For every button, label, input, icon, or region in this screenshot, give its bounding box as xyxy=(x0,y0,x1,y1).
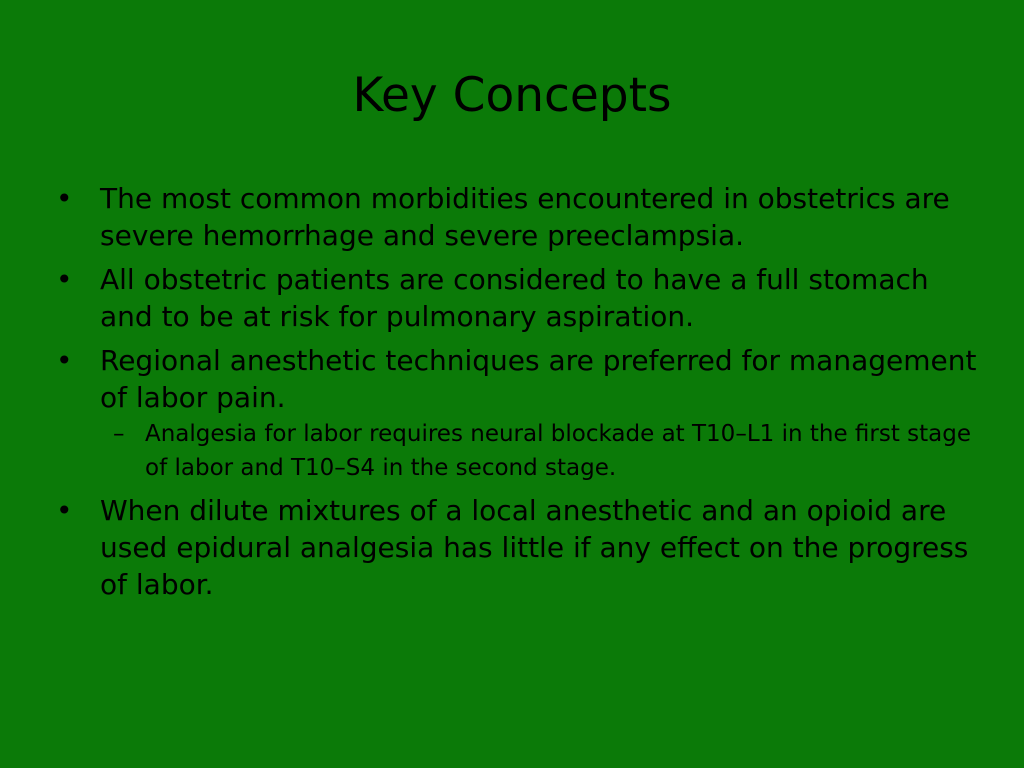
bullet-text: Regional anesthetic techniques are preferred for management of labor pain. xyxy=(100,344,977,414)
sub-bullet-text: Analgesia for labor requires neural blockade at T10–L1 in the first stage of labor and T10–S4 in the second stage. xyxy=(145,421,972,481)
bullet-list xyxy=(54,180,984,610)
bullet-marker: • xyxy=(56,182,73,215)
bullet-marker: • xyxy=(56,263,73,296)
sub-bullet-marker: – xyxy=(113,421,125,447)
bullet-item xyxy=(54,180,984,254)
bullet-text: All obstetric patients are considered to have a full stomach and to be at risk for pulmonary aspiration. xyxy=(100,263,929,333)
slide-title: Key Concepts xyxy=(352,68,672,123)
bullet-item xyxy=(54,261,984,335)
sub-bullet-list xyxy=(100,417,984,485)
bullet-text: The most common morbidities encountered in obstetrics are severe hemorrhage and severe preeclampsia. xyxy=(100,182,950,252)
bullet-item xyxy=(54,342,984,485)
bullet-text: When dilute mixtures of a local anesthetic and an opioid are used epidural analgesia has little if any effect on the progress of labor. xyxy=(100,494,969,601)
bullet-marker: • xyxy=(56,344,73,377)
bullet-item xyxy=(54,492,984,603)
bullet-marker: • xyxy=(56,494,73,527)
sub-bullet-item xyxy=(100,417,984,485)
